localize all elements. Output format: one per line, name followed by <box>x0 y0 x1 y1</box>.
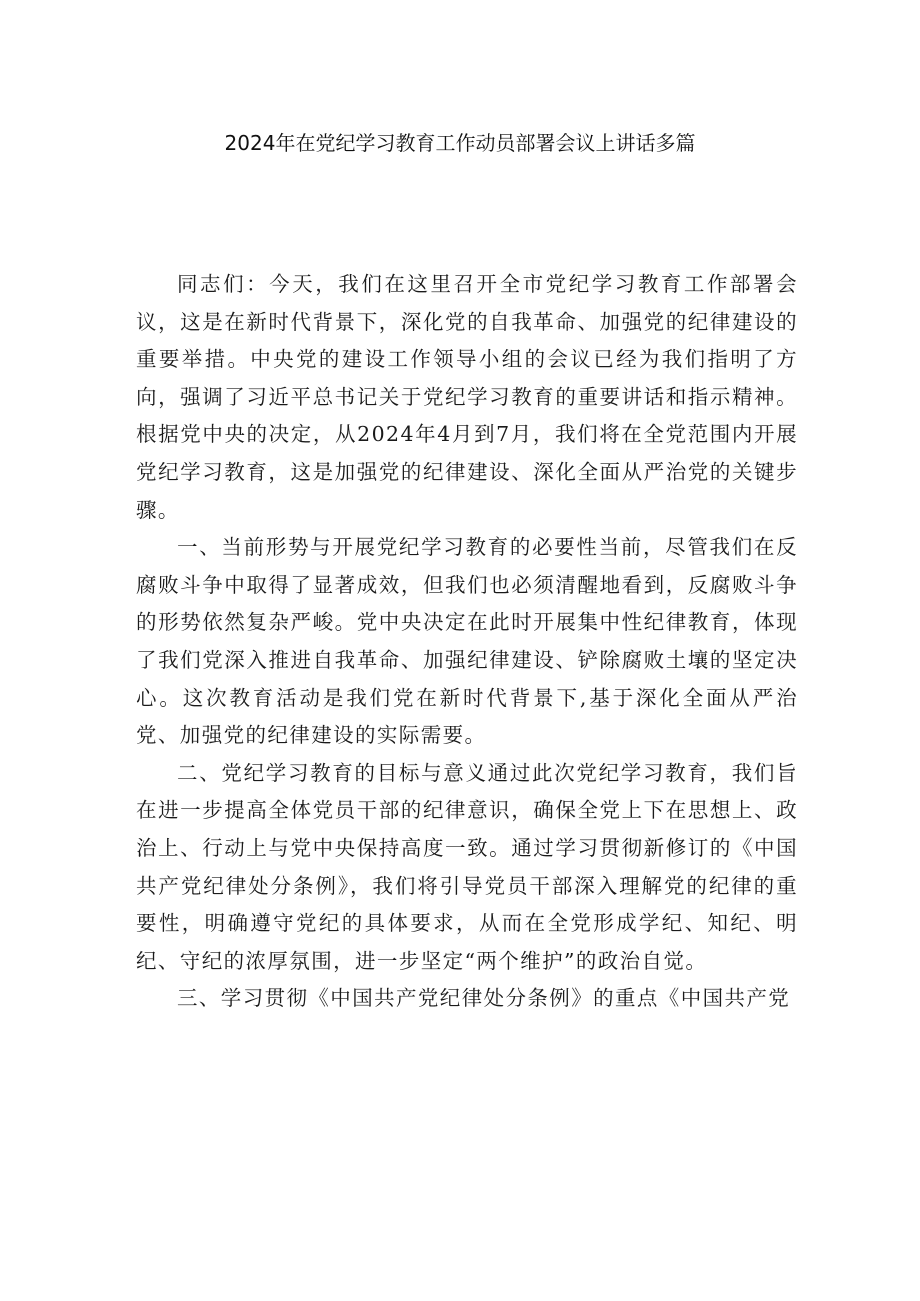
paragraph-section-3: 三、学习贯彻《中国共产党纪律处分条例》的重点《中国共产党 <box>177 986 791 1011</box>
document-title: 2024年在党纪学习教育工作动员部署会议上讲话多篇 <box>224 131 696 155</box>
paragraph-opening: 同志们：今天，我们在这里召开全市党纪学习教育工作部署会议，这是在新时代背景下，深化党的自我革命、加强党的纪律建设的重要举措。中央党的建设工作领导小组的会议已经为我们指明了方向，强调了习近平总书记关于党纪学习教育的重要讲话和指示精神。根据党中央的决定，从2024年4月到7月，我们将在全党范围内开展党纪学习教育，这是加强党的纪律建设、深化全面从严治党的关键步骤。 <box>136 272 798 522</box>
paragraph-section-1: 一、当前形势与开展党纪学习教育的必要性当前，尽管我们在反腐败斗争中取得了显著成效，但我们也必须清醒地看到，反腐败斗争的形势依然复杂严峻。党中央决定在此时开展集中性纪律教育，体现了我们党深入推进自我革命、加强纪律建设、铲除腐败土壤的坚定决心。这次教育活动是我们党在新时代背景下,基于深化全面从严治党、加强党的纪律建设的实际需要。 <box>136 535 798 748</box>
document-body <box>136 266 798 1018</box>
paragraph-section-2: 二、党纪学习教育的目标与意义通过此次党纪学习教育，我们旨在进一步提高全体党员干部的纪律意识，确保全党上下在思想上、政治上、行动上与党中央保持高度一致。通过学习贯彻新修订的《中国共产党纪律处分条例》，我们将引导党员干部深入理解党的纪律的重要性，明确遵守党纪的具体要求，从而在全党形成学纪、知纪、明纪、守纪的浓厚氛围，进一步坚定“两个维护”的政治自觉。 <box>136 760 798 973</box>
